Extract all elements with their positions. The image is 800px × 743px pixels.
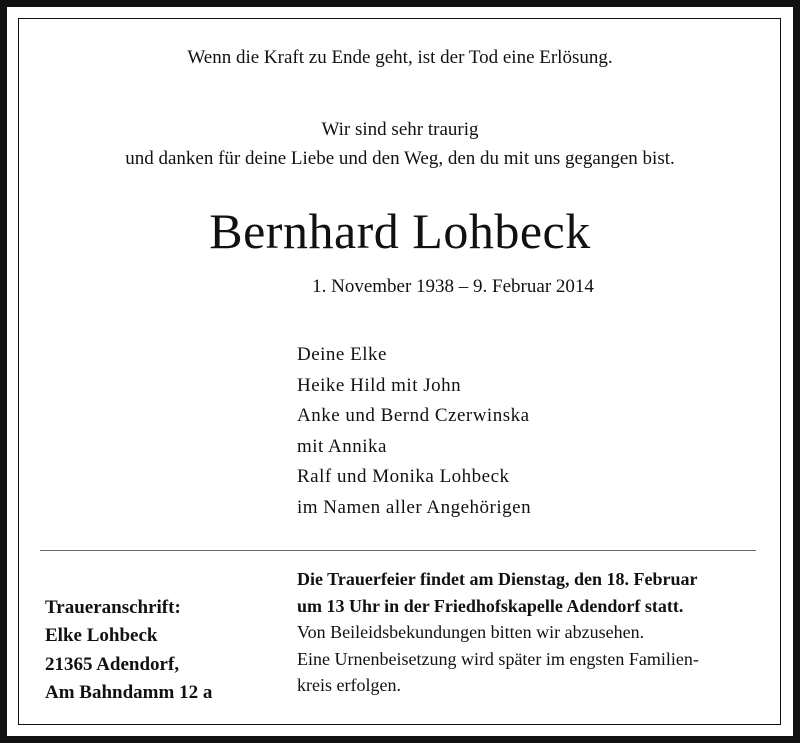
- mourner-line: mit Annika: [297, 435, 387, 457]
- deceased-name: Bernhard Lohbeck: [209, 203, 591, 259]
- funeral-notice: [297, 566, 757, 699]
- address-line: Elke Lohbeck: [45, 625, 158, 647]
- mourners-list: [297, 342, 531, 526]
- service-line: um 13 Uhr in der Friedhofskapelle Adendorf statt.: [297, 595, 684, 616]
- mourner-line: Ralf und Monika Lohbeck: [297, 466, 510, 488]
- life-dates: 1. November 1938 – 9. Februar 2014: [312, 276, 594, 297]
- divider-rule: [40, 550, 756, 551]
- address-line: 21365 Adendorf,: [45, 653, 180, 675]
- mourner-line: Heike Hild mit John: [297, 374, 462, 396]
- thanks-line-2: und danken für deine Liebe und den Weg, den du mit uns gegangen bist.: [125, 148, 675, 169]
- info-line: Von Beileidsbekundungen bitten wir abzusehen.: [297, 622, 645, 643]
- address-line: Am Bahndamm 12 a: [45, 682, 213, 704]
- info-line: kreis erfolgen.: [297, 675, 401, 696]
- mourner-line: Deine Elke: [297, 344, 387, 365]
- mourning-address: [45, 595, 212, 709]
- info-line: Eine Urnenbeisetzung wird später im engsten Familien-: [297, 648, 699, 669]
- address-heading: Traueranschrift:: [45, 597, 181, 618]
- motto-line: Wenn die Kraft zu Ende geht, ist der Tod eine Erlösung.: [187, 47, 613, 68]
- mourner-line: im Namen aller Angehörigen: [297, 496, 532, 518]
- service-line: Die Trauerfeier findet am Dienstag, den 18. Februar: [297, 569, 698, 589]
- mourner-line: Anke und Bernd Czerwinska: [297, 405, 530, 427]
- thanks-line-1: Wir sind sehr traurig: [321, 119, 479, 140]
